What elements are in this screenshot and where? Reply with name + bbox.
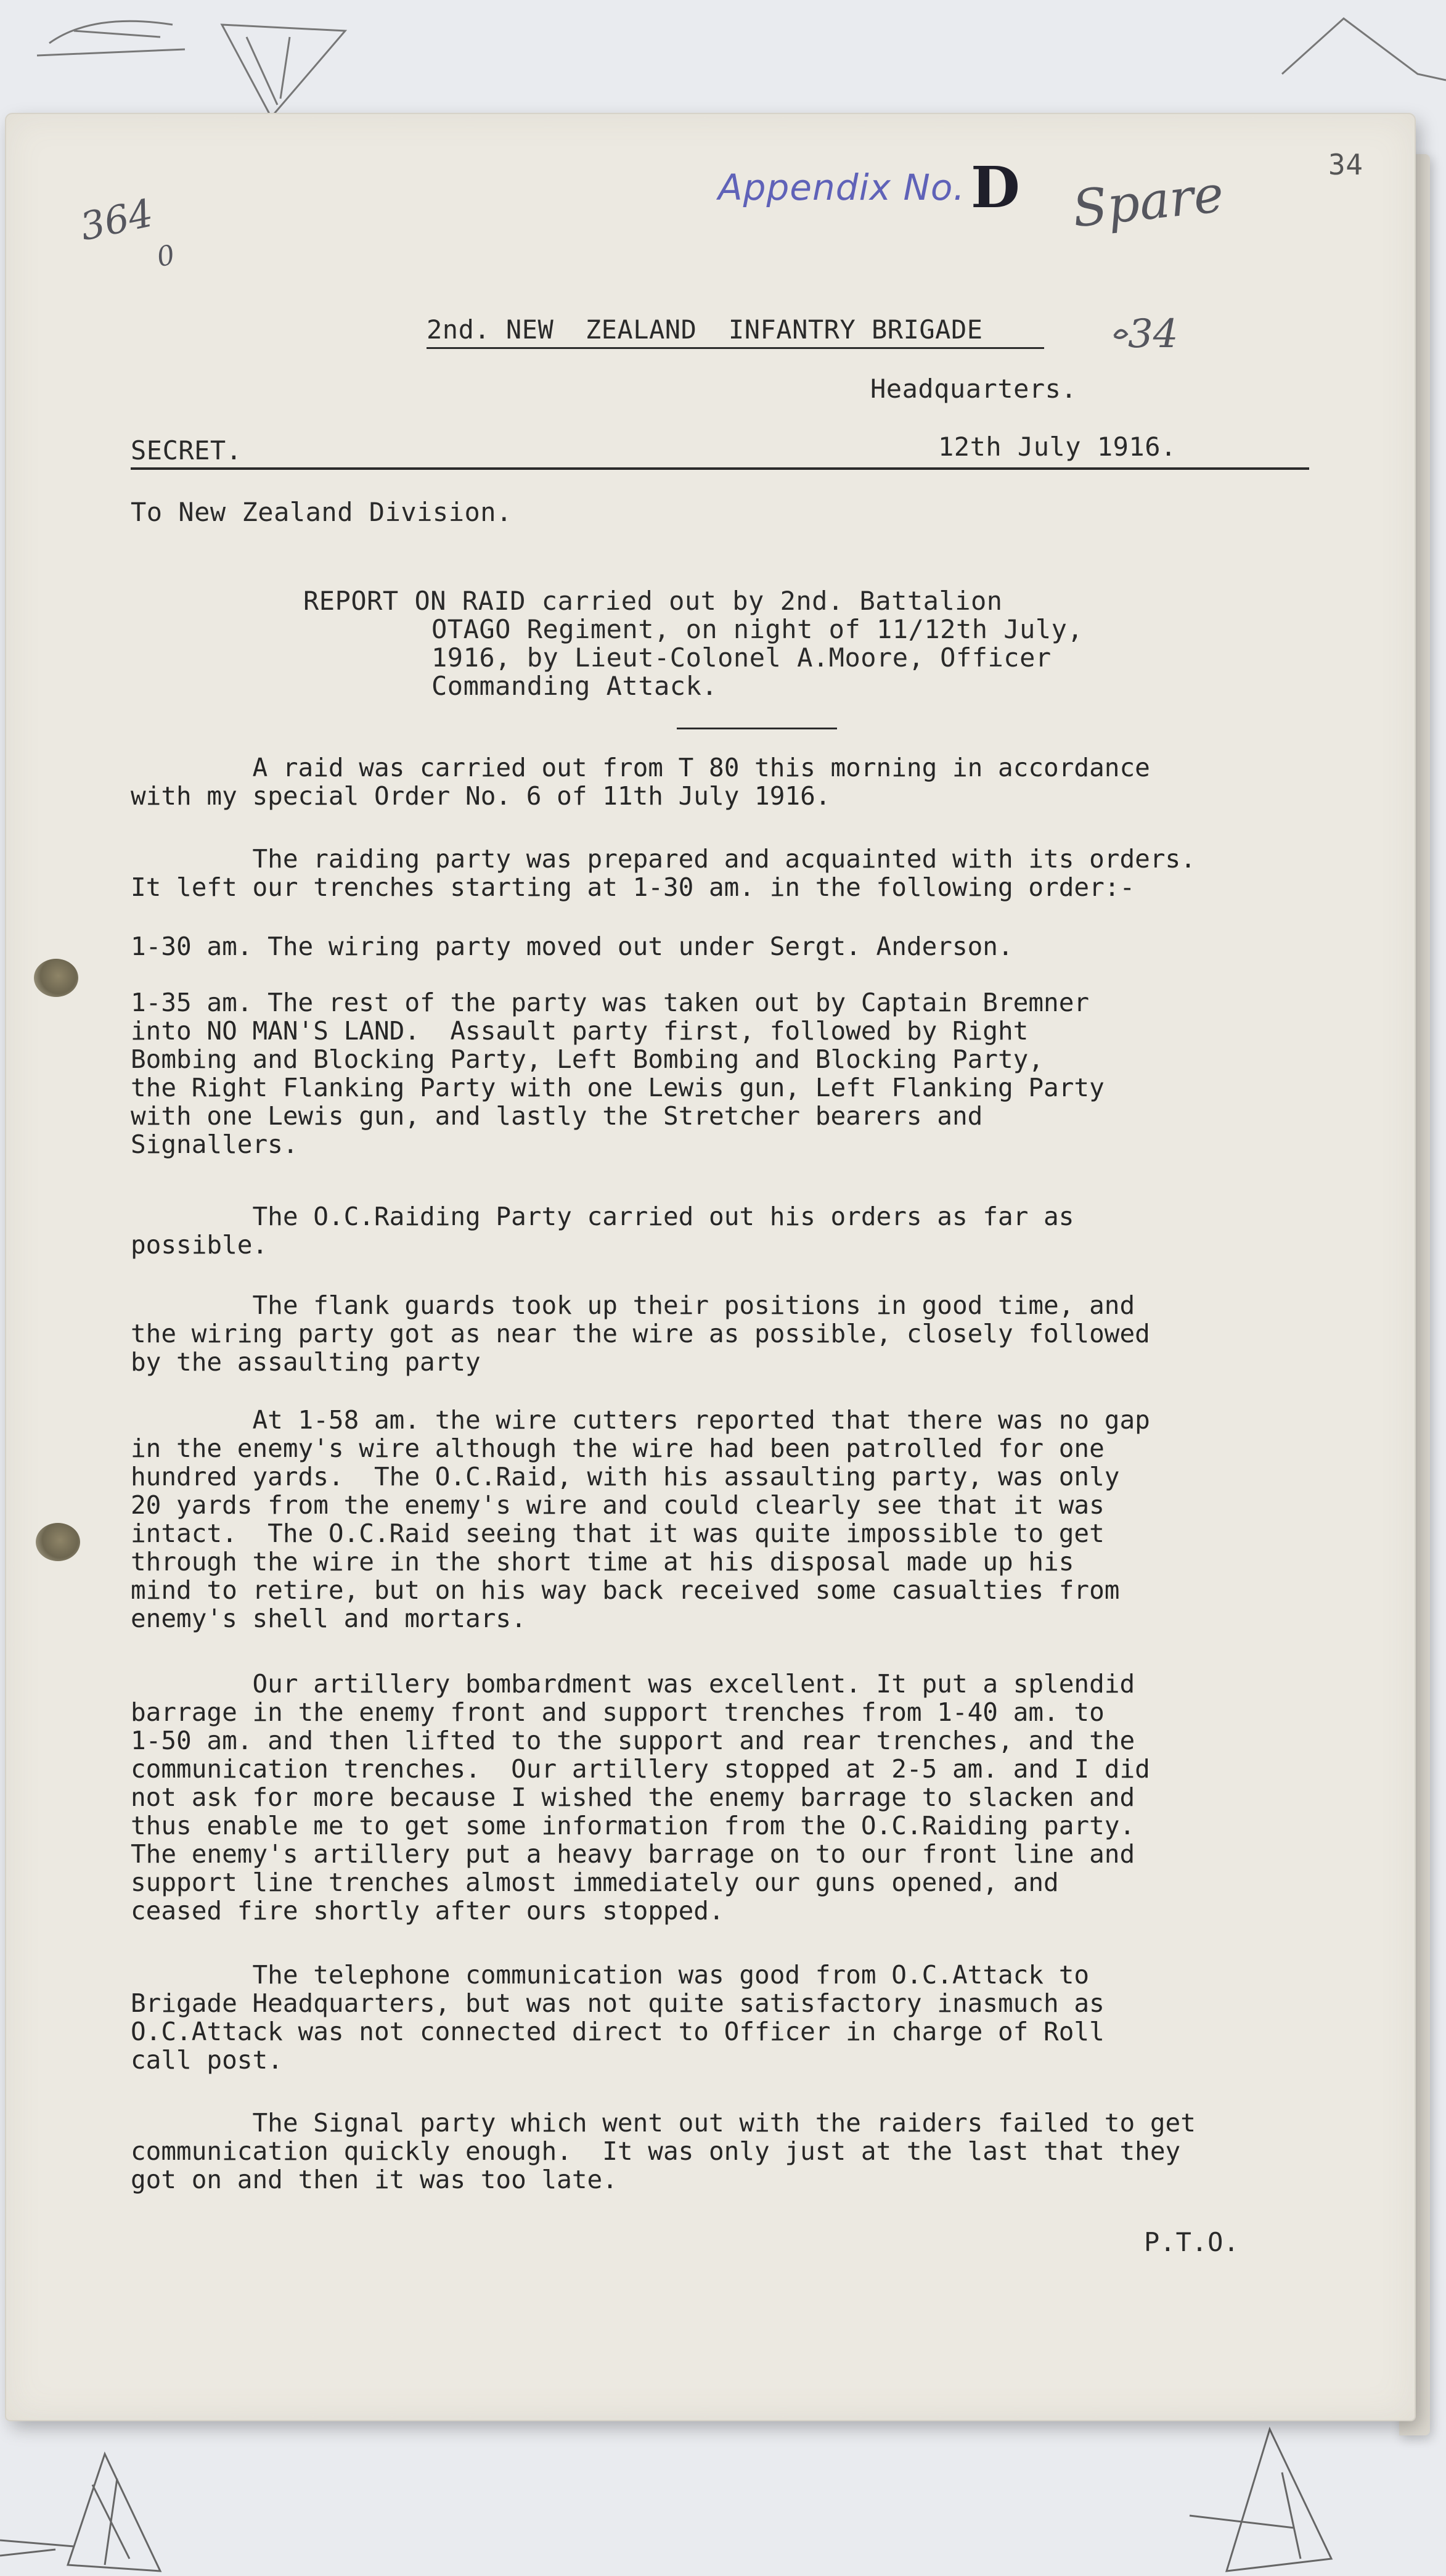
paragraph-8: Our artillery bombardment was excellent. It put a splendid barrage in the enemy front and support trenches from 1-40 am. to 1-50 am. and then lifted to the support and rear trenches, and the communication trenches. Our artillery stopped at 2-5 am. and I did not ask for more because I wished the enemy barrage to slacken and thus enable me to get some information from the O.C.Raiding party. The enemy's artillery put a heavy barrage on to our front line and support line trenches almost immediately our guns opened, and ceased fire shortly after ours stopped. [131, 1669, 1150, 1926]
paragraph-4: 1-35 am. The rest of the party was taken out by Captain Bremner into NO MAN'S LAND. Assault party first, followed by Right Bombing and Blocking Party, Left Bombing and Blocking Party, the Right Flanking Party with one Lewis gun, Left Flanking Party with one Lewis gun, and lastly the Stretcher bearers and Signallers. [131, 988, 1105, 1159]
paragraph-6: The flank guards took up their positions in good time, and the wiring party got as near the wire as possible, closely followed by the assaulting party [131, 1290, 1150, 1377]
paragraph-2: The raiding party was prepared and acquainted with its orders. It left our trenches starting at 1-30 am. in the following order:- [131, 844, 1196, 902]
report-date: 12th July 1916. [938, 432, 1177, 462]
archive-number: 364 [76, 190, 157, 250]
punch-hole-bottom [36, 1523, 80, 1561]
addressee: To New Zealand Division. [131, 497, 512, 527]
background-pencil-sketch-bottom [0, 2423, 1446, 2576]
paragraph-5: The O.C.Raiding Party carried out his orders as far as possible. [131, 1202, 1074, 1260]
handwritten-note: Spare [1069, 165, 1227, 239]
subject-line-2: OTAGO Regiment, on night of 11/12th July, [431, 614, 1084, 644]
brigade-title: 2nd. NEW ZEALAND INFANTRY BRIGADE [427, 314, 983, 345]
subject-line-4: Commanding Attack. [431, 671, 718, 701]
please-turn-over: P.T.O. [1144, 2227, 1240, 2257]
paragraph-1: A raid was carried out from T 80 this morning in accordance with my special Order No. 6 of 11th July 1916. [131, 753, 1150, 811]
paragraph-7: At 1-58 am. the wire cutters reported that there was no gap in the enemy's wire although the wire had been patrolled for one hundred yards. The O.C.Raid, with his assaulting party, was only 20 yards from the enemy's wire and could clearly see that it was intact. The O.C.Raid seeing that it was quite impossible to get through the wire in the short time at his disposal made up his mind to retire, but on his way back received some casualties from enemy's shell and mortars. [131, 1405, 1150, 1633]
subject-line-3: 1916, by Lieut-Colonel A.Moore, Officer [431, 642, 1052, 673]
paragraph-3: 1-30 am. The wiring party moved out under Sergt. Anderson. [131, 932, 1013, 961]
subject-line-1: REPORT ON RAID carried out by 2nd. Battalion [303, 586, 1003, 616]
page-number: 34 [1328, 148, 1363, 181]
archive-number-sub: 0 [154, 239, 178, 274]
headquarters-label: Headquarters. [870, 374, 1077, 404]
subject-divider [677, 728, 837, 729]
handwritten-mark-icon [1109, 321, 1134, 345]
brigade-title-underline [427, 347, 1044, 349]
appendix-stamp: Appendix No. [718, 166, 965, 208]
paragraph-10: The Signal party which went out with the raiders failed to get communication quickly enough. It was only just at the last that they got on and then it was too late. [131, 2108, 1196, 2194]
appendix-letter: D [971, 154, 1020, 221]
punch-hole-top [34, 959, 78, 997]
background-pencil-sketch-top [0, 0, 1446, 123]
handwritten-folio: 34 [1128, 311, 1178, 357]
classification-label: SECRET. [131, 435, 242, 466]
header-rule [131, 467, 1309, 470]
paragraph-9: The telephone communication was good from O.C.Attack to Brigade Headquarters, but was not quite satisfactory inasmuch as O.C.Attack was not connected direct to Officer in charge of Roll call post. [131, 1960, 1105, 2075]
